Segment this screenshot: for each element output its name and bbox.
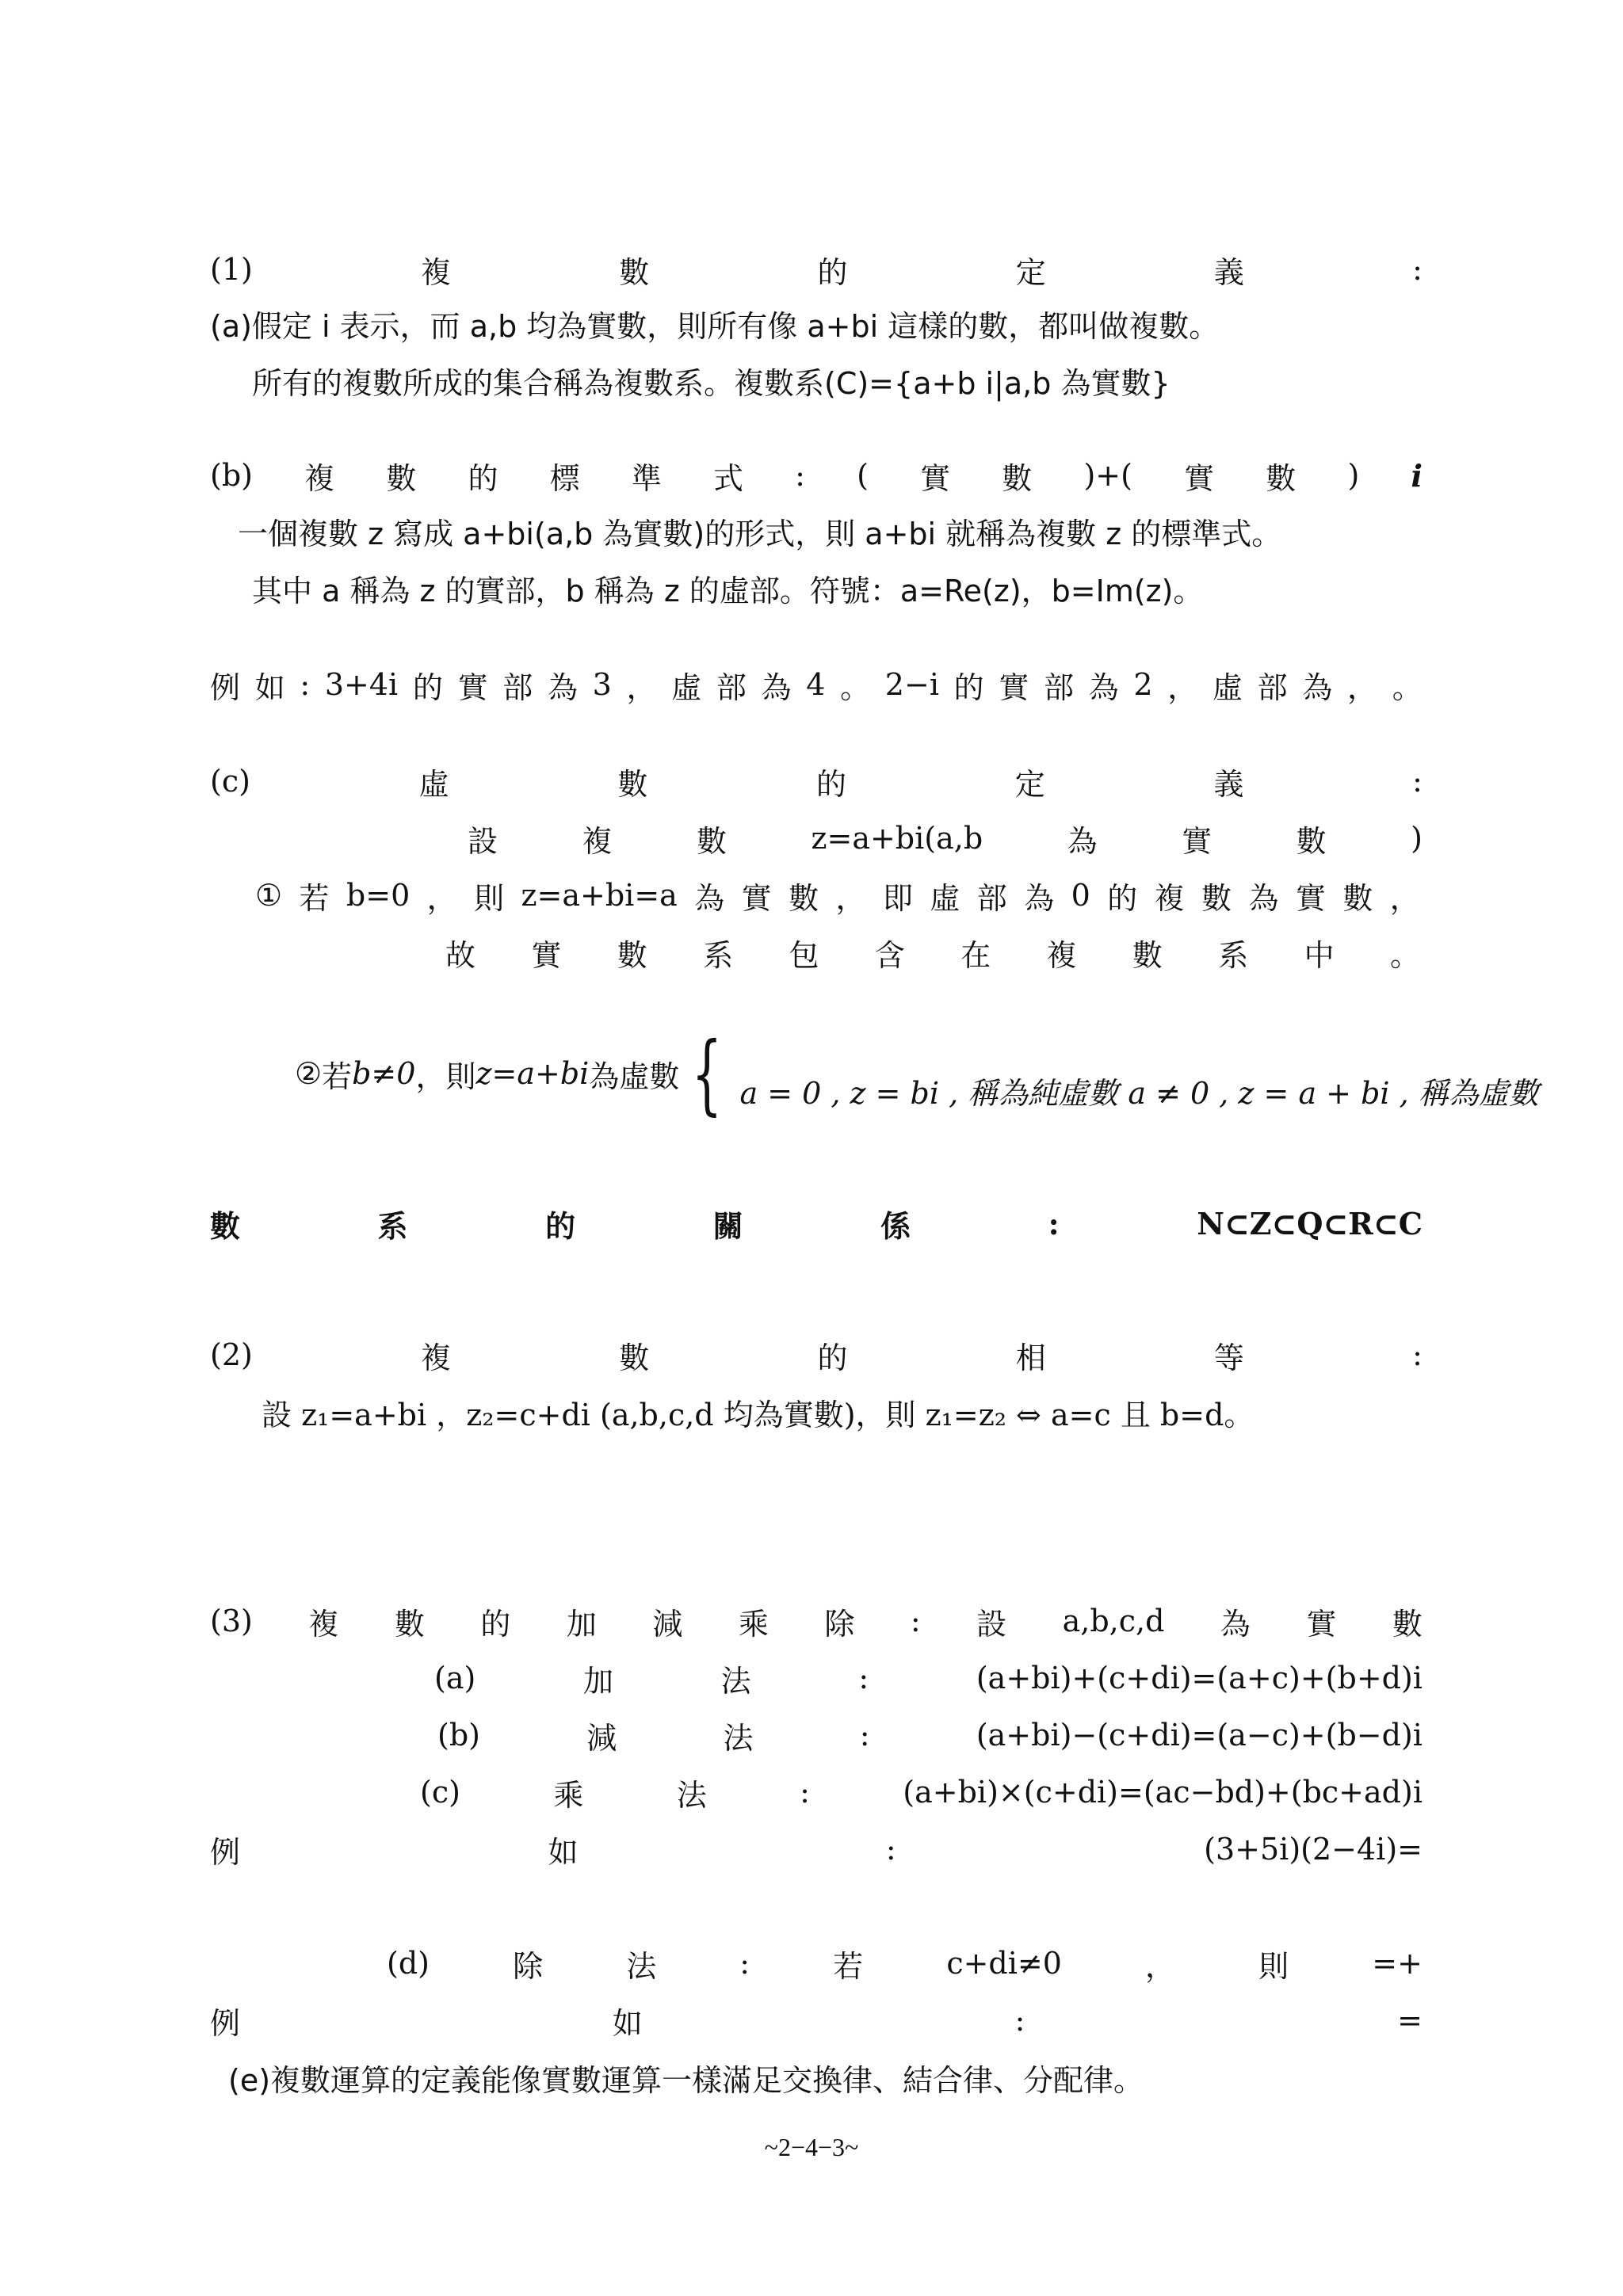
sec2-line2 <box>262 1388 1474 1436</box>
sec3-add <box>434 1654 1423 1702</box>
word: (3) <box>210 1604 253 1638</box>
word: 加 <box>582 1663 613 1699</box>
word: 複 <box>582 823 613 859</box>
text: 一個複數 z 寫成 a+bi(a,b 為實數)的形式，則 a+bi 就稱為複數 z 的標準式。 <box>238 516 1282 551</box>
word: 實 <box>999 669 1029 705</box>
word: 即 <box>882 880 913 916</box>
word: 乘 <box>738 1606 769 1642</box>
word: 數 <box>394 1606 425 1642</box>
word: (3+5i)(2−4i)= <box>1204 1832 1423 1867</box>
text: 其中 a 稱為 z 的實部，b 稱為 z 的虛部。符號：a=Re(z)，b=Im(z)。 <box>252 573 1204 608</box>
word: 則 <box>474 880 505 916</box>
word: )+( <box>1083 458 1132 493</box>
sec1-c-line2 <box>468 814 1423 862</box>
word: 的 <box>817 1340 848 1375</box>
word: 0 <box>1071 878 1090 913</box>
left-brace: { <box>692 1023 723 1124</box>
sec1-c-heading <box>210 757 1423 805</box>
word: 實 <box>1295 880 1326 916</box>
word: 的 <box>816 766 847 802</box>
text: (e)複數運算的定義能像實數運算一樣滿足交換律、結合律、分配律。 <box>228 2062 1144 2098</box>
word: 數 <box>1201 880 1232 916</box>
word: 3+4i <box>324 667 399 702</box>
sec3-heading <box>210 1597 1423 1645</box>
word: ， <box>1167 669 1198 705</box>
word: 的 <box>412 669 443 705</box>
word: 為 <box>1024 880 1055 916</box>
relation-formula: N⊂Z⊂Q⊂R⊂C <box>1197 1205 1423 1241</box>
sec1-b-line2 <box>238 507 1450 555</box>
word: 為 <box>1067 823 1098 859</box>
word: 系 <box>377 1208 408 1244</box>
word: 為 <box>1302 669 1333 705</box>
word: : <box>1014 2003 1025 2038</box>
colon: : <box>1412 252 1423 287</box>
word: 為 <box>761 669 792 705</box>
word: 設 <box>976 1606 1007 1642</box>
word: 數 <box>1296 823 1327 859</box>
word: 數 <box>617 937 647 973</box>
word: 實 <box>457 669 488 705</box>
word: 例 <box>210 2005 241 2041</box>
word: 為 <box>1248 880 1279 916</box>
sec2-number: (2) <box>210 1337 253 1372</box>
word: 則 <box>1258 1948 1289 1984</box>
sec1-heading <box>210 246 1423 293</box>
word: : <box>859 1718 870 1753</box>
word: 定 <box>1014 766 1045 802</box>
word: 除 <box>824 1606 855 1642</box>
sec1-c-line3 <box>255 871 1420 919</box>
colon: : <box>1412 1337 1423 1372</box>
sec1-b-line3 <box>252 564 1465 612</box>
word: ) <box>1347 458 1360 493</box>
word: z=a+bi(a,b <box>811 821 983 856</box>
word: 義 <box>1213 254 1244 290</box>
sec1-a-line1 <box>210 299 1423 347</box>
text: 設 z₁=a+bi ，z₂=c+di (a,b,c,d 均為實數)，則 z₁=z₂ ⇔ a=c 且 b=d。 <box>262 1397 1254 1432</box>
word: 包 <box>789 937 819 973</box>
word: 數 <box>1132 937 1163 973</box>
word: z=a+bi=a <box>521 878 678 913</box>
word: 準 <box>631 460 662 496</box>
word: 2 <box>1133 667 1153 702</box>
word: 數 <box>1342 880 1373 916</box>
word: 為 <box>1220 1606 1251 1642</box>
word: 係 <box>880 1208 911 1244</box>
word: 如 <box>612 2005 643 2041</box>
word: : <box>885 1832 896 1867</box>
word: 。 <box>1392 669 1423 705</box>
word: 法 <box>676 1777 707 1813</box>
word: 中 <box>1304 937 1335 973</box>
word: 數 <box>1266 460 1296 496</box>
word: 複 <box>304 460 335 496</box>
word: 部 <box>502 669 533 705</box>
page-number: ~2−4−3~ <box>764 2133 859 2161</box>
word: 標 <box>549 460 580 496</box>
word: z=a+bi <box>475 1056 590 1091</box>
word: 義 <box>1213 766 1244 802</box>
word: (b) <box>210 458 253 493</box>
word: 部 <box>716 669 747 705</box>
word: 定 <box>1015 254 1046 290</box>
word: (d) <box>387 1946 430 1981</box>
word: ， <box>1145 1948 1176 1984</box>
word: 複 <box>308 1606 339 1642</box>
word: : <box>858 1661 869 1695</box>
word: c+di≠0 <box>946 1946 1062 1981</box>
sec3-e-line <box>228 2054 1441 2101</box>
word: 數 <box>617 766 648 802</box>
word: 法 <box>626 1948 657 1984</box>
colon: : <box>1412 764 1423 799</box>
word: (c) <box>210 764 250 799</box>
sec3-sub <box>437 1711 1423 1759</box>
word: 法 <box>720 1663 751 1699</box>
case-pure-imaginary: a = 0 , z = bi , 稱為純虛數 <box>739 1076 1119 1111</box>
word: 的 <box>1107 880 1138 916</box>
word: 在 <box>960 937 991 973</box>
word: 2−i <box>884 667 939 702</box>
word: 虛 <box>671 669 702 705</box>
number-system-relation <box>210 1199 1423 1247</box>
word: : <box>739 1946 750 1981</box>
word: ， <box>426 880 457 916</box>
word: a,b,c,d <box>1062 1604 1165 1638</box>
word: ② <box>295 1056 323 1091</box>
word: 相 <box>1015 1340 1046 1375</box>
cases <box>739 1069 1538 1112</box>
word: = <box>1397 2003 1423 2038</box>
word: 數 <box>789 880 819 916</box>
word: ， <box>1347 669 1378 705</box>
word: 法 <box>723 1720 754 1756</box>
word: ) <box>1411 821 1423 856</box>
word: 故 <box>445 937 476 973</box>
word: 實 <box>1306 1606 1337 1642</box>
word: 數 <box>649 1058 680 1094</box>
case-imaginary: a ≠ 0 , z = a + bi , 稱為虛數 <box>1128 1076 1539 1111</box>
sec3-div-example <box>210 1997 1423 2044</box>
word: b=0 <box>346 878 411 913</box>
word: 為 <box>694 880 725 916</box>
word: 等 <box>1213 1340 1244 1375</box>
word: (c) <box>420 1775 460 1810</box>
word: ① <box>255 878 283 913</box>
word: 若 <box>322 1058 353 1094</box>
word: 的 <box>953 669 984 705</box>
word: 數 <box>386 460 417 496</box>
word: 的 <box>817 254 848 290</box>
word: 乘 <box>553 1777 584 1813</box>
word: b≠0 <box>352 1056 416 1091</box>
word: 數 <box>619 1340 650 1375</box>
word: ， <box>835 880 866 916</box>
word: 實 <box>1184 460 1215 496</box>
example-line <box>210 661 1423 708</box>
word: 的 <box>545 1208 576 1244</box>
word: i <box>1411 457 1423 494</box>
word: (a+bi)+(c+di)=(a+c)+(b+d)i <box>976 1661 1423 1695</box>
word: : <box>800 1775 810 1810</box>
word: 數 <box>210 1208 241 1244</box>
word: 若 <box>833 1948 864 1984</box>
word: 為 <box>1088 669 1119 705</box>
word: 減 <box>652 1606 683 1642</box>
word: 複 <box>421 1340 452 1375</box>
word: 數 <box>696 823 727 859</box>
word: 為 <box>547 669 578 705</box>
sec2-heading <box>210 1331 1423 1379</box>
sec1-number: (1) <box>210 252 253 287</box>
word: 則 <box>445 1058 476 1094</box>
word: 除 <box>513 1948 544 1984</box>
word: 數 <box>1002 460 1033 496</box>
word: : <box>795 458 805 493</box>
word: 虛 <box>1212 669 1243 705</box>
word: 虛 <box>930 880 960 916</box>
word: 為 <box>589 1058 620 1094</box>
word: 部 <box>1044 669 1075 705</box>
sec3-div <box>387 1939 1423 1987</box>
word: (a+bi)×(c+di)=(ac−bd)+(bc+ad)i <box>903 1775 1423 1810</box>
word: =+ <box>1372 1946 1423 1981</box>
word: 數 <box>1392 1606 1423 1642</box>
word: 。 <box>840 669 871 705</box>
word: 如 <box>548 1834 579 1870</box>
sec1-c-line4 <box>445 929 1420 976</box>
word: 系 <box>1218 937 1249 973</box>
word: 複 <box>421 254 452 290</box>
word: 的 <box>480 1606 511 1642</box>
word: 實 <box>741 880 772 916</box>
word: 3 <box>592 667 612 702</box>
word: (a+bi)−(c+di)=(a−c)+(b−d)i <box>976 1718 1423 1753</box>
word: 數 <box>619 254 650 290</box>
word: 虛 <box>619 1058 650 1094</box>
cases-block <box>679 1023 1539 1124</box>
sec1-b-heading <box>210 452 1423 499</box>
word: 實 <box>1182 823 1212 859</box>
word: 實 <box>920 460 951 496</box>
word: 減 <box>586 1720 617 1756</box>
word: ， <box>1389 880 1420 916</box>
word: (b) <box>437 1718 480 1753</box>
word: 複 <box>1154 880 1185 916</box>
word: 關 <box>712 1208 743 1244</box>
sec1-a-line2 <box>252 357 1465 404</box>
sec3-mul-example <box>210 1825 1423 1873</box>
word: 部 <box>976 880 1007 916</box>
text: 所有的複數所成的集合稱為複數系。複數系(C)={a+b i|a,b 為實數} <box>252 365 1170 401</box>
word: 4 <box>806 667 826 702</box>
word: 例 <box>210 669 241 705</box>
sec1-c-line5 <box>295 1023 1539 1124</box>
word: (a) <box>434 1661 476 1695</box>
word: 部 <box>1257 669 1288 705</box>
word: 式 <box>713 460 744 496</box>
word: 的 <box>468 460 498 496</box>
word: : <box>910 1604 921 1638</box>
text: (a)假定 i 表示，而 a,b 均為實數，則所有像 a+bi 這樣的數，都叫做複數。 <box>210 308 1220 344</box>
word: 如 <box>254 669 285 705</box>
word: : <box>300 667 311 702</box>
word: 設 <box>468 823 498 859</box>
word: 例 <box>210 1834 241 1870</box>
word: 。 <box>1389 937 1420 973</box>
word: ， <box>415 1058 446 1094</box>
word: 實 <box>531 937 562 973</box>
sec3-mul <box>420 1768 1423 1816</box>
word: ， <box>626 669 657 705</box>
word: 系 <box>703 937 734 973</box>
word: 加 <box>566 1606 597 1642</box>
word: 虛 <box>418 766 449 802</box>
word: 含 <box>874 937 905 973</box>
word: 若 <box>299 880 330 916</box>
colon: : <box>1048 1205 1060 1241</box>
word: ( <box>857 458 869 493</box>
word: 複 <box>1046 937 1077 973</box>
